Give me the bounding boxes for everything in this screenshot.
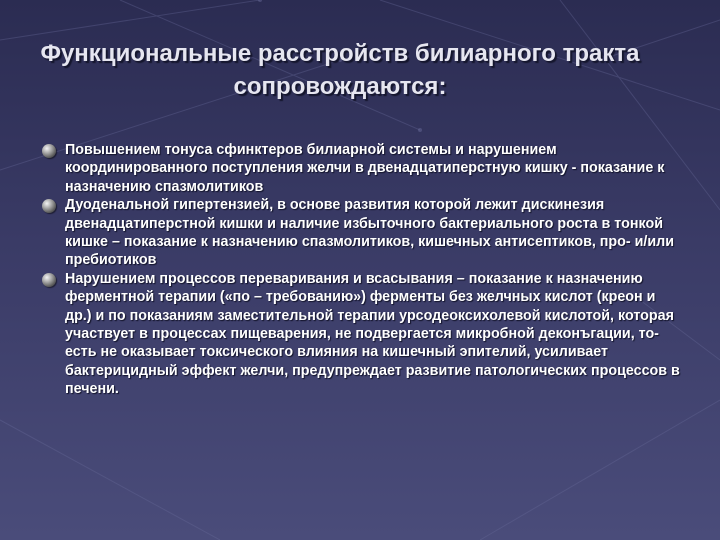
bullet-text: Повышением тонуса сфинктеров билиарной системы и нарушением координированного поступления желчи в двенадцатиперстную кишку - показание к назначению спазмолитиков [65,142,665,195]
list-item [42,196,682,270]
bullet-list [42,141,682,399]
list-item [42,141,682,196]
bullet-text: Нарушением процессов переваривания и всасывания – показание к назначению ферментной терапии («по – требованию») ферменты без желчных кислот (креон и др.) и по показаниям заместительной терапии урсодеоксихолевой кислотой, которая участвует в процессах пищеварения, не подвергается микробной деконъгации, то- есть не оказывает токсического влияния на кишечный эпителий, усиливает бактерицидный эффект желчи, предупреждает развитие патологических процессов в печени. [65,270,680,398]
slide-title: Функциональные расстройств билиарного тракта сопровождаются: [40,40,640,100]
list-item [42,270,682,399]
bullet-sphere-icon [42,144,56,158]
bullet-sphere-icon [42,273,56,287]
bullet-sphere-icon [42,199,56,213]
bullet-text: Дуоденальной гипертензией, в основе развития которой лежит дискинезия двенадцатиперстной кишки и наличие избыточного бактериального роста в тонкой кишке – показание к назначению спазмолитиков, кишечных антисептиков, про- и/или пребиотиков [65,197,675,269]
